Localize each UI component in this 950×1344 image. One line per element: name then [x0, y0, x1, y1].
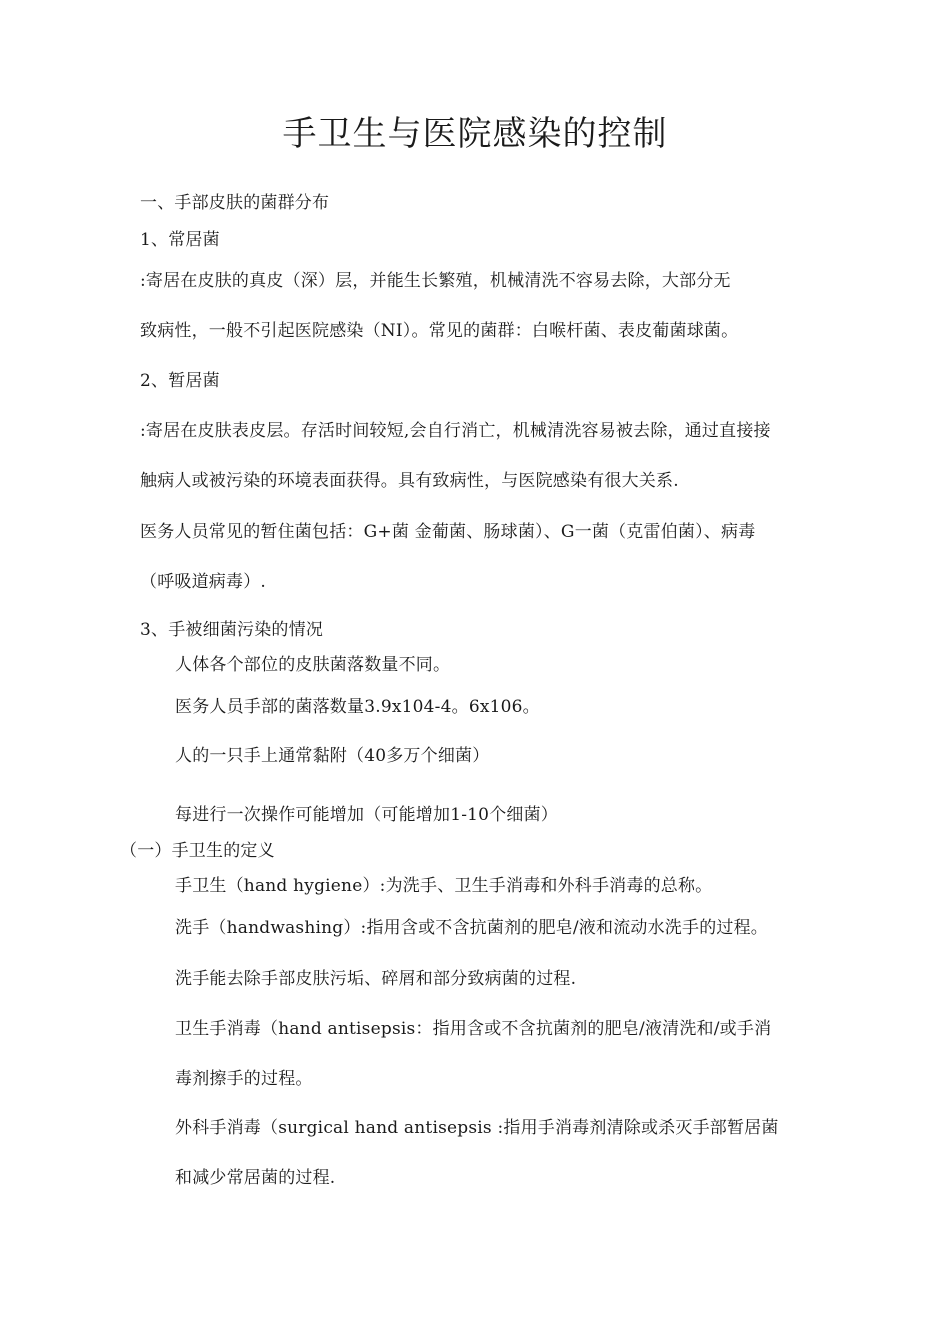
paragraph-line: 和减少常居菌的过程.	[175, 1168, 336, 1188]
paragraph-line: 卫生手消毒（hand antisepsis：指用含或不含抗菌剂的肥皂/液清洗和/或手消	[175, 1019, 772, 1039]
subsection-heading: （一）手卫生的定义	[120, 841, 275, 861]
paragraph-line: 医务人员常见的暂住菌包括：G+菌 金葡菌、肠球菌）、G一菌（克雷伯菌）、病毒	[140, 522, 756, 542]
paragraph-line: 人体各个部位的皮肤菌落数量不同。	[175, 655, 451, 675]
paragraph-line: 毒剂擦手的过程。	[175, 1069, 313, 1089]
paragraph-line: :寄居在皮肤表皮层。存活时间较短,会自行消亡，机械清洗容易被去除，通过直接接	[140, 421, 771, 441]
subsection-heading: 1、常居菌	[140, 230, 220, 250]
paragraph-line: 每进行一次操作可能增加（可能增加1-10个细菌）	[175, 805, 558, 825]
paragraph-line: 致病性，一般不引起医院感染（NI）。常见的菌群：白喉杆菌、表皮葡菌球菌。	[140, 321, 739, 341]
paragraph-line: 外科手消毒（surgical hand antisepsis :指用手消毒剂清除或杀灭手部暂居菌	[175, 1118, 779, 1138]
paragraph-line: 洗手能去除手部皮肤污垢、碎屑和部分致病菌的过程.	[175, 969, 577, 989]
document-title: 手卫生与医院感染的控制	[282, 114, 668, 154]
paragraph-line: 触病人或被污染的环境表面获得。具有致病性，与医院感染有很大关系.	[140, 471, 679, 491]
paragraph-line: :寄居在皮肤的真皮（深）层，并能生长繁殖，机械清洗不容易去除，大部分无	[140, 271, 731, 291]
subsection-heading: 2、暂居菌	[140, 371, 220, 391]
paragraph-line: 洗手（handwashing）:指用含或不含抗菌剂的肥皂/液和流动水洗手的过程。	[175, 918, 768, 938]
paragraph-line: 手卫生（hand hygiene）:为洗手、卫生手消毒和外科手消毒的总称。	[175, 876, 713, 896]
paragraph-line: （呼吸道病毒）.	[140, 572, 267, 592]
paragraph-line: 人的一只手上通常黏附（40多万个细菌）	[175, 746, 490, 766]
section-heading: 一、手部皮肤的菌群分布	[140, 193, 330, 213]
subsection-heading: 3、手被细菌污染的情况	[140, 620, 324, 640]
paragraph-line: 医务人员手部的菌落数量3.9x104-4。6x106。	[175, 697, 540, 717]
